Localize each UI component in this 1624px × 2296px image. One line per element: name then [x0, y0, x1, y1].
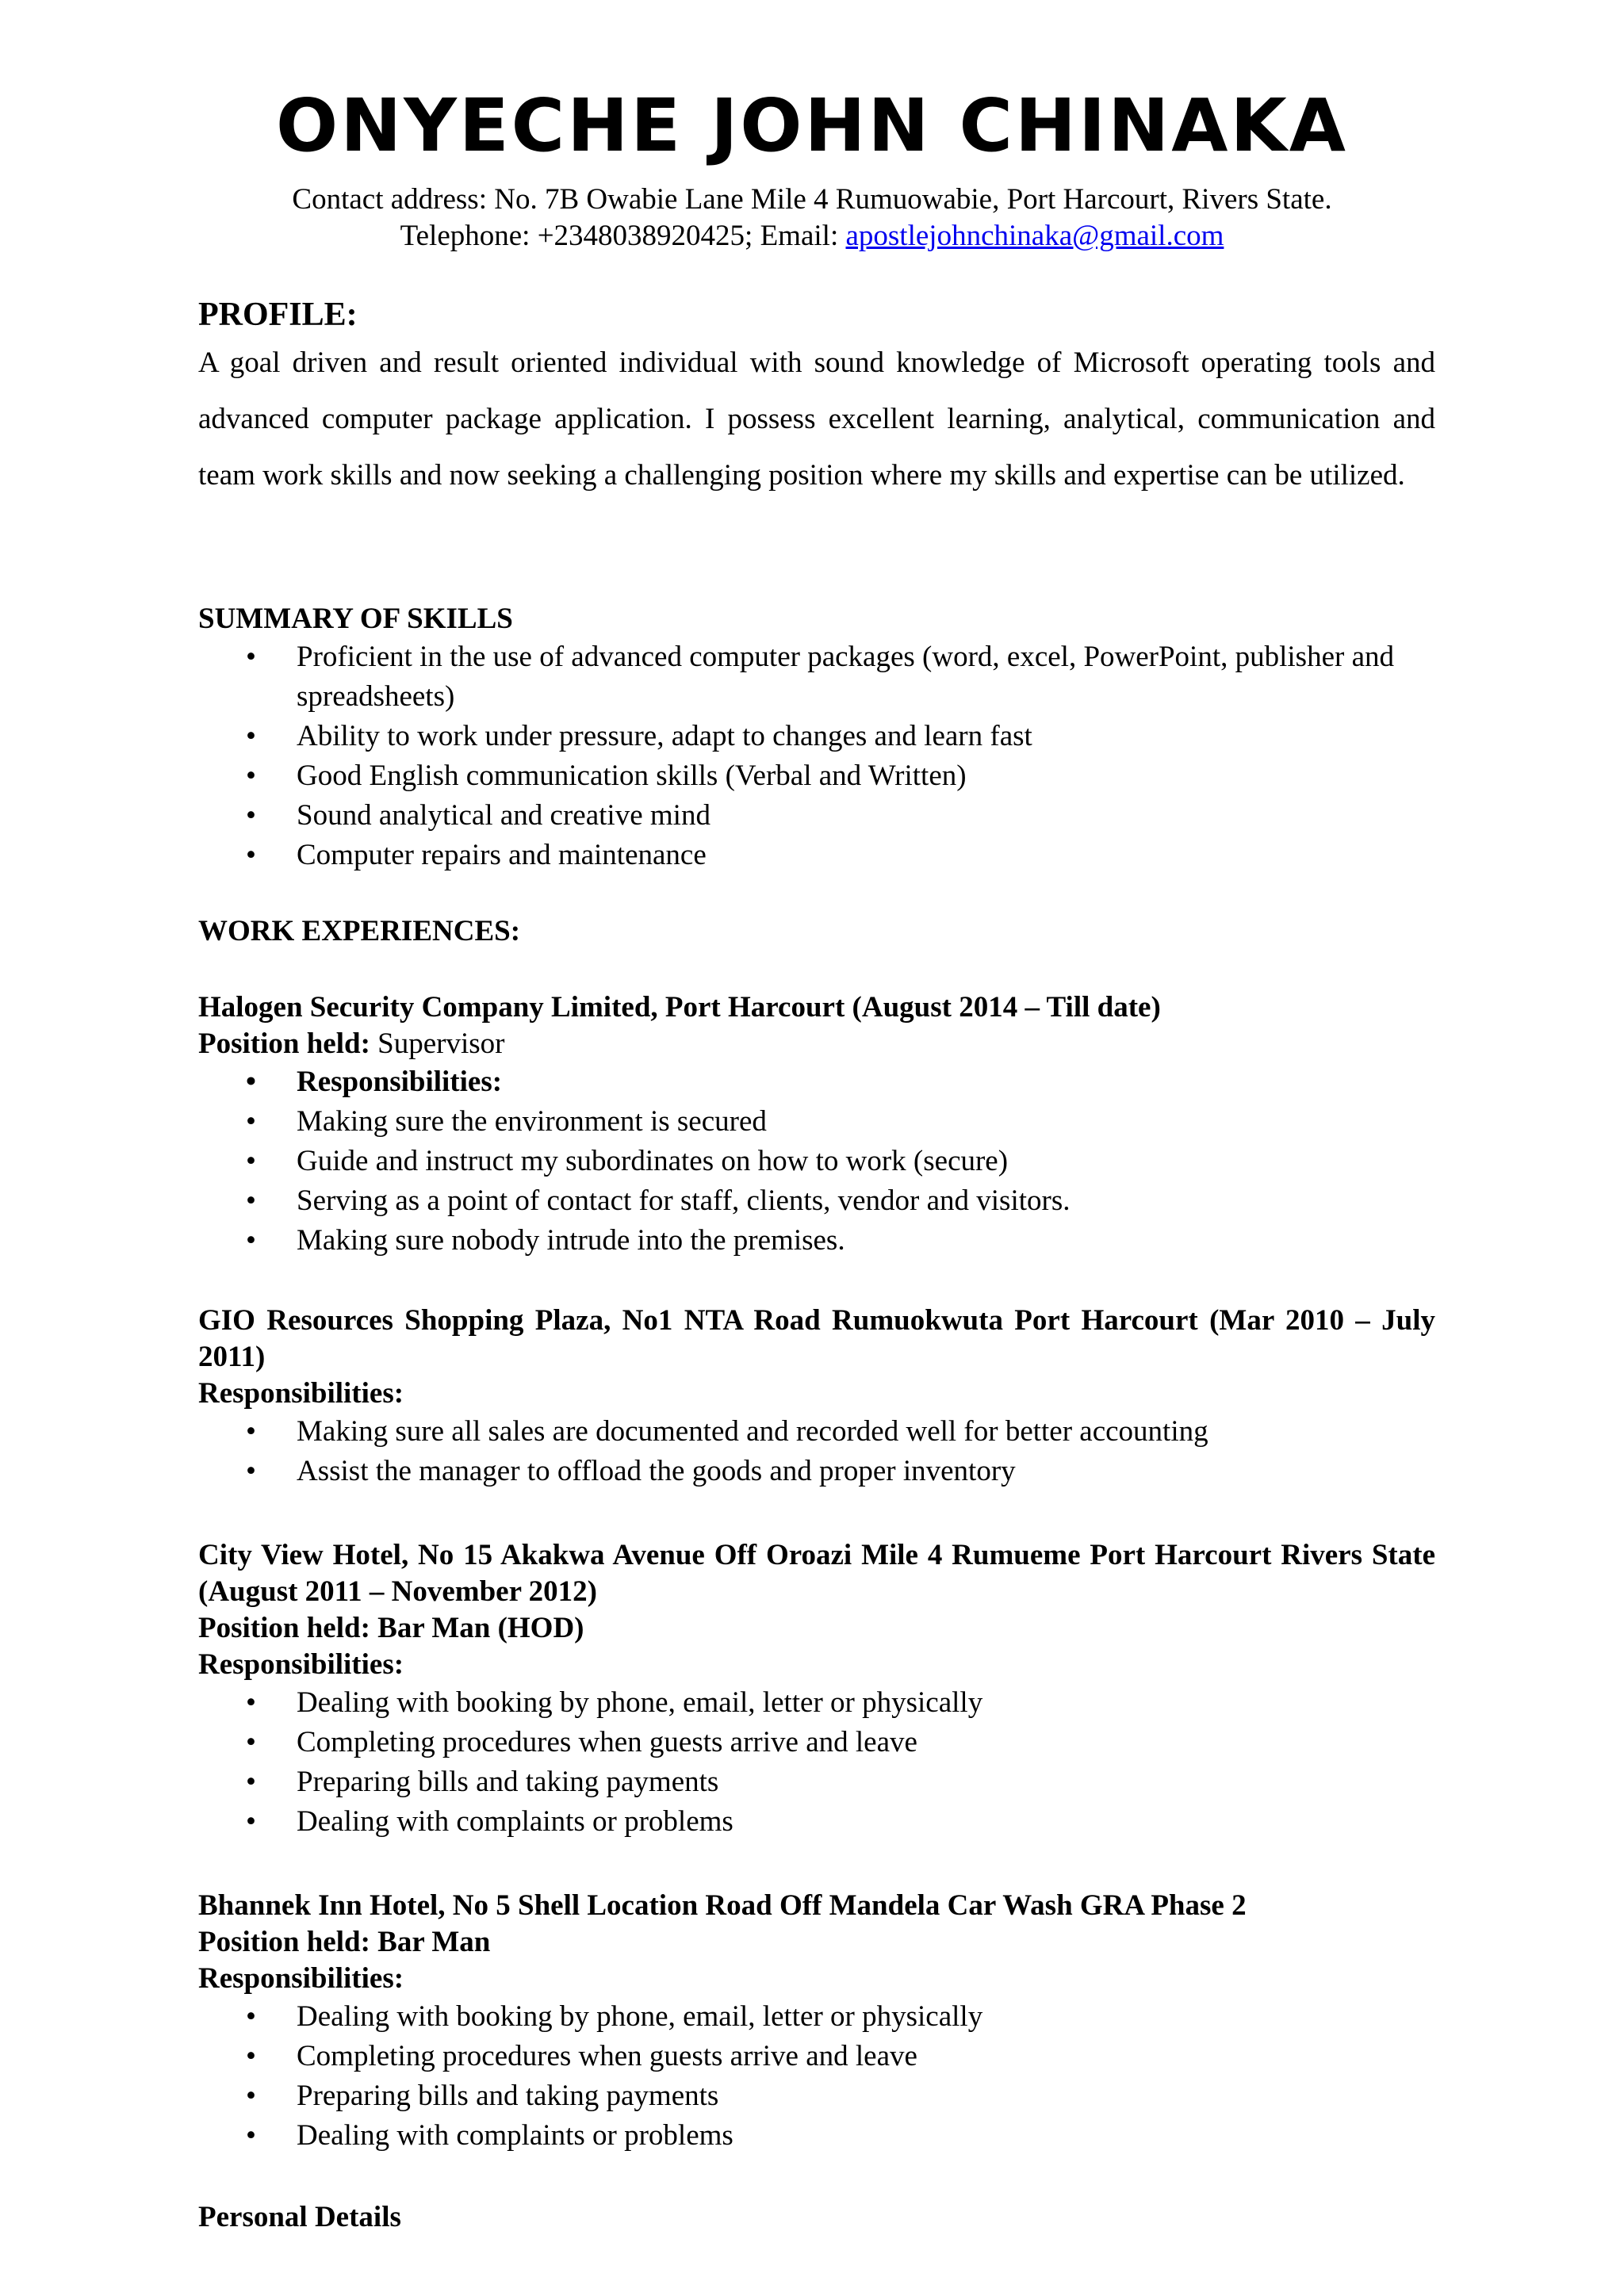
job-title: GIO Resources Shopping Plaza, No1 NTA Road Rumuokwuta Port Harcourt (Mar 2010 – July 2011): [198, 1304, 1435, 1373]
job-responsibilities-list: [198, 1062, 1435, 1261]
responsibility-item: • Completing procedures when guests arrive and leave: [198, 2037, 1435, 2076]
responsibility-item: • Serving as a point of contact for staff, clients, vendor and visitors.: [198, 1181, 1435, 1221]
job-position: Position held: Bar Man (HOD): [198, 1612, 584, 1644]
responsibilities-label: • Responsibilities:: [198, 1062, 1435, 1102]
responsibility-item: • Assist the manager to offload the goods and proper inventory: [198, 1452, 1435, 1491]
profile-heading: PROFILE:: [198, 297, 358, 333]
job-responsibilities-list: [198, 1412, 1435, 1491]
job-title: City View Hotel, No 15 Akakwa Avenue Off Oroazi Mile 4 Rumueme Port Harcourt Rivers State (August 2011 – November 2012): [198, 1539, 1435, 1608]
applicant-name: ONYECHE JOHN CHINAKA: [276, 83, 1348, 168]
skill-item: • Ability to work under pressure, adapt to changes and learn fast: [198, 717, 1435, 756]
personal-heading: Personal Details: [198, 2201, 401, 2233]
responsibility-item: • Preparing bills and taking payments: [198, 2076, 1435, 2116]
job-halogen: [198, 989, 1435, 1261]
contact-address: Contact address: No. 7B Owabie Lane Mile 4 Rumuowabie, Port Harcourt, Rivers State.: [292, 183, 1332, 216]
job-title: Halogen Security Company Limited, Port Harcourt (August 2014 – Till date): [198, 991, 1161, 1024]
job-city-view: [198, 1537, 1435, 1842]
responsibility-item: • Dealing with complaints or problems: [198, 2116, 1435, 2156]
job-bhannek: [198, 1888, 1435, 2156]
position-label: Position held:: [198, 1027, 370, 1060]
responsibility-item: • Preparing bills and taking payments: [198, 1762, 1435, 1802]
skill-item: • Sound analytical and creative mind: [198, 796, 1435, 836]
responsibility-item: • Dealing with complaints or problems: [198, 1802, 1435, 1842]
phone-text: Telephone: +2348038920425; Email:: [400, 220, 846, 252]
job-responsibilities-list: [198, 1997, 1435, 2156]
skills-heading: SUMMARY OF SKILLS: [198, 603, 513, 635]
job-gio: [198, 1303, 1435, 1491]
skill-item: • Proficient in the use of advanced computer packages (word, excel, PowerPoint, publisher and spreadsheets): [198, 637, 1435, 717]
personal-section: [198, 2199, 1435, 2236]
responsibilities-label: Responsibilities:: [198, 1962, 404, 1995]
responsibility-item: • Dealing with booking by phone, email, letter or physically: [198, 1683, 1435, 1723]
job-responsibilities-list: [198, 1683, 1435, 1842]
work-section: [198, 913, 1435, 950]
responsibility-item: • Making sure the environment is secured: [198, 1102, 1435, 1142]
responsibility-item: • Guide and instruct my subordinates on how to work (secure): [198, 1142, 1435, 1181]
skill-item: • Good English communication skills (Verbal and Written): [198, 756, 1435, 796]
job-title: Bhannek Inn Hotel, No 5 Shell Location Road Off Mandela Car Wash GRA Phase 2: [198, 1889, 1247, 1922]
profile-text: A goal driven and result oriented individual with sound knowledge of Microsoft operating tools and advanced computer package application. I possess excellent learning, analytical, communication and team work skills and now seeking a challenging position where my skills and expertise can be utilized.: [198, 346, 1435, 492]
contact-phone-email: [0, 219, 1624, 254]
job-position: Position held: Bar Man: [198, 1926, 491, 1958]
profile-section: [198, 295, 1435, 503]
position-value: Supervisor: [370, 1027, 505, 1060]
responsibility-item: • Completing procedures when guests arrive and leave: [198, 1723, 1435, 1762]
skills-list: [198, 637, 1435, 875]
job-position: [198, 1026, 1435, 1062]
email-link[interactable]: apostlejohnchinaka@gmail.com: [845, 220, 1224, 252]
responsibilities-label: Responsibilities:: [198, 1377, 404, 1410]
responsibility-item: • Making sure nobody intrude into the premises.: [198, 1221, 1435, 1261]
skill-item: • Computer repairs and maintenance: [198, 836, 1435, 875]
responsibilities-label: Responsibilities:: [198, 1648, 404, 1681]
responsibility-item: • Dealing with booking by phone, email, letter or physically: [198, 1997, 1435, 2037]
work-heading: WORK EXPERIENCES:: [198, 915, 521, 947]
responsibility-item: • Making sure all sales are documented and recorded well for better accounting: [198, 1412, 1435, 1452]
skills-section: [198, 601, 1435, 875]
